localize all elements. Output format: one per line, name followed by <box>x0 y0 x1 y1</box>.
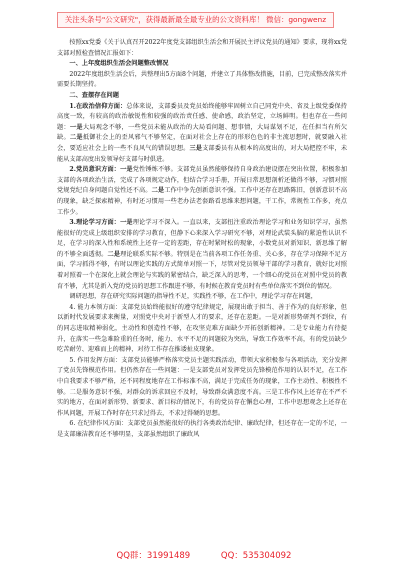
text-run: 一是 <box>120 219 133 227</box>
item-6-paragraph: 6. 在纪律作风方面：支部党员虽然能很好的执行各类政治纪律、廉政纪律，但还存在一定的不足，一是支部廉洁教育还不够明显，支部虽然组织了廉政风 <box>57 420 347 438</box>
item-3-heading: 3.理论学习方面： <box>69 219 121 227</box>
item-1-heading: 1.在政治信仰方面： <box>69 102 127 110</box>
text-run: 支部委员有从根本的高度出的，对大局把控不牢，未能从支部高度出发领导好支部与时俱进。 <box>57 144 348 163</box>
intro-paragraph: 按照xx党委《关于认真召开2022年度党支部组织生活会和开展民主评议党员的通知》要求，现将xx党支部对照检查情况汇报如下： <box>57 39 347 57</box>
text-run: 抵御社会上的歪风邪气不够坚定，在面对社会上存在的形形色色的非主流思想时，就要融入社会，要适应社会上的一些不良风气的错误思想。 <box>57 134 348 152</box>
text-run: 一是 <box>120 166 133 174</box>
item-2-paragraph <box>57 165 347 218</box>
promo-banner: 关注头条号"公文研究"，获得最新最全最专业的公文资料库！ 微信：gongwenz <box>57 12 334 28</box>
item-3-paragraph <box>57 218 347 292</box>
item-2-heading: 2.党员意识方面： <box>69 166 121 174</box>
text-run: 二是 <box>69 134 83 142</box>
text-run: 党性锤炼不够。支部党员虽然能够保持自身政治建设摆在突出位置，积极参加支部的各项政治生活，完成了各项规定动作，但结合学习手册，开展日常思想剖析还做得不够，习惯对照党规党纪自身问题自觉性还不高。 <box>57 166 348 195</box>
text-run: 三是 <box>189 144 203 152</box>
text-run: 理论学习不深入。一直以来，支部扭注重政治理论学习和业务知识学习，虽然能很好的完成上级组织安排的学习教育，但静下心来深入学习研究不够，对理论武装头脑的紧迫性认识不足，在学习的深入性和系统性上还存一定的差距，存在时紧时松的现象，小数党员对新知识、新思维了解的不够全面透彻。 <box>57 219 348 258</box>
item-1-paragraph <box>57 102 347 166</box>
qq-text: QQ：535304092 <box>220 551 292 561</box>
item-5-paragraph: 5. 作用发挥方面：支部党员能够严格落实党员主题实践活动，带领大家积极参与各项活动，充分发挥了党员先锋模范作用。但仍然存在一些问题：一是支部党员对发挥党员先锋模范作用的认识不足，在工作中自我要求不够严格，还不同程度地存在工作标准不高，满足于完成任务的现象，工作主动性、积极性不够。二是服务意识不强，对群众的诉求回应不及时，导致群众满意度不高。三是工作作风上还存在不严不实的地方，在面对新形势、新要求、新目标的情况下，有的党员存在懈怠心理，工作中思想观念上还存在作风问题，开展工作时存在只求过得去，不求过得硬的思想。 <box>57 356 347 417</box>
text-run: 二是 <box>151 187 165 195</box>
section-1-heading: 一、上年度组织生活会问题整改情况 <box>69 60 169 68</box>
item-4-paragraph: 4. 能力本领方面：支部党员始终能很好的遵守纪律规定，展现出敢于担当、善于作为的良好形象，但以新时代发展要求来衡量，对照党中央对于新型人才的要求，还存在差距。一是对新形势研判不到位，有的同志进取精神弱化，主动性和创造性不够，在攻坚克难方面缺少开拓创新精神。二是专业能力有待提升，在落实一些急难险重的任务时，能力、水平不足的问题较为突出，导致工作效率不高，有的党员缺少吃苦耐劳、迎难而上的精神，对待工作存在推诿扯皮现象。 <box>57 303 347 354</box>
continuation-line-1: 调研思想，存在研究实际问题的指导性不足，实践性不够，在工作中，理论学习存在问题， <box>69 293 317 301</box>
section-1-paragraph: 2022年度组织生活会后，共整理出5方面8个问题，并建立了具体整改措施，目前，已完成整改落实并需要长期坚持。 <box>57 70 347 89</box>
qq-group-text: QQ群：31991489 <box>116 551 191 561</box>
text-run: 二是 <box>107 250 121 258</box>
footer-contact <box>0 549 408 561</box>
text-run: 一是 <box>69 123 83 131</box>
text-run: 总体来说，支部委员及党员始终能够牢固树立自己同党中央、省及上级党委保持高度一致，有较高的政治敏锐性和较强的政治责任感、使命感，政治坚定，立场鲜明。但也存在一些问题： <box>57 102 347 131</box>
text-run: 大局观念不够，一些党员未能从政治的大局看问题、想事情，大局谋划不足，在任担当有所欠缺。 <box>57 123 348 142</box>
document-body <box>57 38 347 441</box>
text-run: 理论联系实际不够。特别是在当前各项工作任务重、关心多，存在学习保障不足方面，学习抓得不够，有时以理论实践的方式简单对照一下，尽管对党员领导干部的学习教育，就好比对照着对照着一个在深化上就会理论与实践的紧密结合，缺乏深入的思考，一个细心的党员在对照中党员的教育不够，尤其是新入党的党员的思想工作跟进不够，有时候在教育党员时有些单位落实不到位的情况。 <box>57 250 348 290</box>
text-run: 工作中争先创新意识不强。工作中还存在思路陈旧，创新意识不高的现象，缺乏探索精神，有时还习惯用一些老办法老套路看思维来想问题，干工作，常规性工作多，亮点工作少。 <box>57 187 348 216</box>
section-2-heading: 二、查摆存在问题 <box>69 91 119 99</box>
